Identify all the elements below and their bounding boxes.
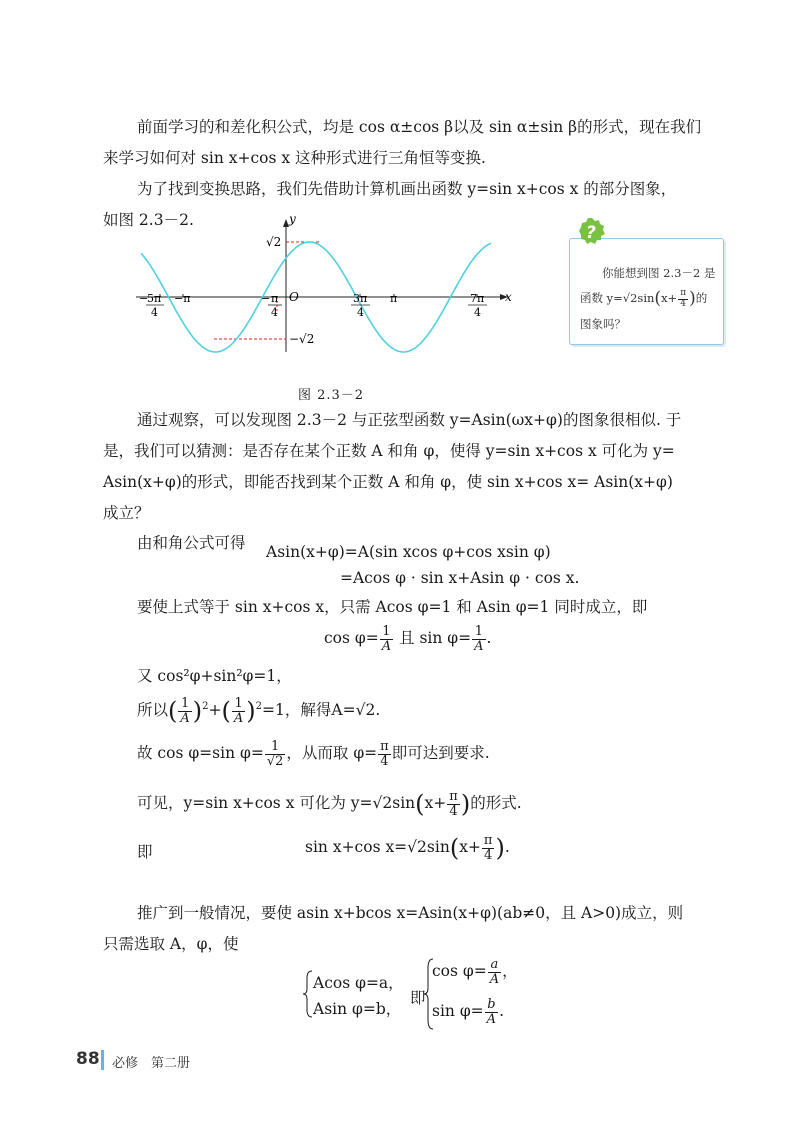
- side-note-box: [569, 238, 724, 345]
- system-row-2: Asin φ=b，: [313, 1000, 402, 1018]
- paragraph-general: [103, 898, 703, 960]
- text-line: 成立？: [103, 504, 150, 522]
- equation-result: sin x+cos x=√2sin(x+ $\frac{\pi}{4}$ ).: [305, 833, 510, 863]
- origin-label: O: [289, 290, 299, 304]
- paragraph-condition: 要使上式等于 sin x+cos x，只需 Acos φ=1 和 Asin φ=1 同时成立，即: [137, 598, 648, 616]
- equation-conclusion: 可见，y=sin x+cos x 可化为 y=√2sin(x+ $\frac{\pi}{4}$ )的形式.: [137, 789, 522, 819]
- neg-sign: −: [261, 292, 271, 305]
- tick-label-denominator: 4: [151, 306, 158, 319]
- equation-identity: 又 cos²φ+sin²φ=1，: [137, 667, 292, 685]
- tick-label-neg-pi: −π: [174, 292, 191, 305]
- side-note-text: [580, 261, 720, 337]
- text-line: 通过观察，可以发现图 2.3－2 与正弦型函数 y=Asin(ωx+φ)的图象很相似. 于: [137, 411, 682, 429]
- equation-phi: 故 cos φ=sin φ= $\frac{1}{√2}$ ，从而取 φ= $\frac{\pi}{4}$ 即可达到要求.: [137, 739, 490, 769]
- page-number: 88: [76, 1049, 100, 1069]
- text-line: 只需选取 A，φ，使: [103, 935, 239, 953]
- text-line: 是，我们可以猜测：是否存在某个正数 A 和角 φ，使得 y=sin x+cos x 可化为 y=: [103, 442, 675, 460]
- paragraph-sum-formula: 由和角公式可得: [137, 534, 246, 552]
- sine-graph-figure: [136, 210, 516, 360]
- text-line: Asin(x+φ)的形式，即能否找到某个正数 A 和角 φ，使 sin x+cos x= Asin(x+φ): [103, 473, 673, 491]
- tick-label-3pi: 3π: [353, 292, 368, 305]
- note-line: 图象吗？: [580, 316, 626, 331]
- question-mark-icon: [578, 217, 606, 245]
- tick-label-5pi: 5π: [147, 292, 162, 305]
- tick-label-denominator: 4: [271, 306, 278, 319]
- note-line: 你能想到图 2.3－2 是: [602, 266, 716, 280]
- neg-sqrt2-label: −√2: [289, 332, 315, 346]
- tick-label-pi-main: π: [390, 292, 398, 305]
- x-axis-label: x: [505, 290, 512, 304]
- system-connector: 即: [410, 989, 426, 1007]
- equation-solve-a: 所以( $\frac{1}{A}$ )$^2$+( $\frac{1}{A}$ )$^2$=1，解得A=√2.: [137, 696, 381, 726]
- text-line: 为了找到变换思路，我们先借助计算机画出函数 y=sin x+cos x 的部分图象，: [137, 180, 677, 198]
- equation-cos-sin: cos φ= $\frac{1}{A}$ 且 sin φ= $\frac{1}{A}$ .: [324, 624, 492, 654]
- paragraph-intro: [103, 112, 703, 174]
- text-line: 推广到一般情况，要使 asin x+bcos x=Asin(x+φ)(ab≠0，且 A>0)成立，则: [137, 904, 684, 922]
- text-line: 如图 2.3－2.: [103, 211, 194, 229]
- equation-result-label: 即: [137, 843, 153, 861]
- sqrt2-label: √2: [266, 235, 282, 249]
- text-line: 前面学习的和差化积公式，均是 cos α±cos β以及 sin α±sin β的形式，现在我们: [137, 118, 702, 136]
- neg-sign: −: [139, 292, 149, 305]
- system-sin: sin φ= $\frac{b}{A}$ .: [432, 997, 504, 1027]
- tick-label-pi: π: [271, 292, 279, 305]
- equation-expand-2: =Acos φ · sin x+Asin φ · cos x.: [340, 569, 580, 587]
- system-cos: cos φ= $\frac{a}{A}$ ，: [432, 957, 518, 987]
- note-line: 函数 y=√2sin(x+ $\frac{\pi}{4}$ )的: [580, 288, 708, 309]
- system-row-1: Acos φ=a，: [313, 974, 404, 992]
- footer-book-title: 必修 第二册: [112, 1056, 191, 1071]
- y-axis-label: y: [289, 212, 296, 226]
- equation-expand: Asin(x+φ)=A(sin xcos φ+cos xsin φ): [266, 543, 551, 561]
- paragraph-observation: [103, 405, 703, 529]
- tick-label-denominator: 4: [474, 306, 481, 319]
- tick-label-7pi: 7π: [470, 292, 485, 305]
- figure-caption: 图 2.3－2: [298, 388, 365, 403]
- text-line: 来学习如何对 sin x+cos x 这种形式进行三角恒等变换.: [103, 149, 486, 167]
- tick-label-denominator: 4: [357, 306, 364, 319]
- svg-text:?: ?: [586, 223, 596, 243]
- footer-divider-bar: [101, 1050, 104, 1070]
